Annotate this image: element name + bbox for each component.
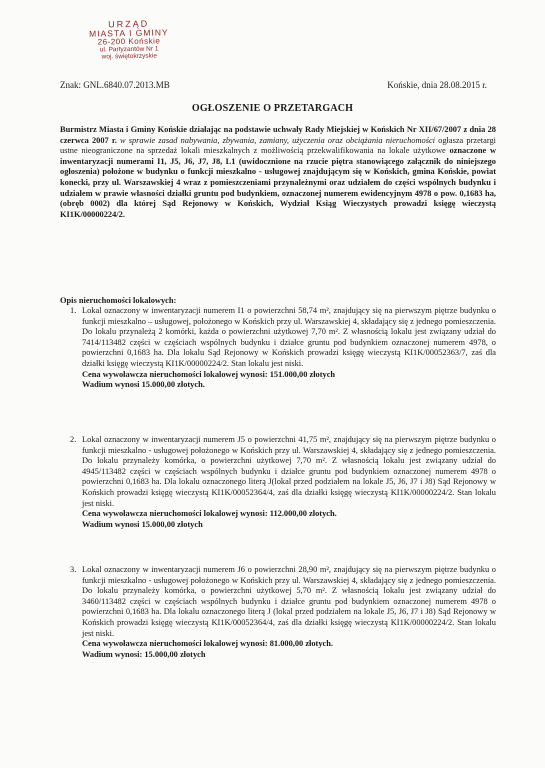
stamp-line: woj. świętokrzyskie xyxy=(101,52,157,61)
stamp-line: MIASTA I GMINY xyxy=(89,27,169,40)
intro-bold-1: Burmistrz Miasta i Gminy Końskie działając na podstawie uchwały Rady Miejskiej w Końskich Nr XII/67/2007 z dnia 28 czerwca 2007 r. xyxy=(60,125,496,145)
item-number: 2. xyxy=(70,435,77,444)
stamp-line: URZĄD xyxy=(108,18,150,30)
intro-paragraph xyxy=(60,125,496,220)
stamp-line: ul. Partyzantów Nr 1 xyxy=(99,45,159,54)
item-description: Lokal oznaczony w inwentaryzacji numerem I1 o powierzchni 58,74 m², znajdujący się na pierwszym piętrze budynku o funkcji mieszkalno – usługowej, położonego w Końskich przy ul. Warszawskiej 4, składający się z jednego pomieszczenia. Do lokalu przynależą 2 komórki, każda o powierzchni użytkowej 7,70 m². Z własnością lokalu jest związany udział do 7414/113482 części w częściach wspólnych budynku i działce gruntu pod budynkiem oznaczonej numerem 4978, o powierzchni 0,1683 ha. Dla lokalu Sąd Rejonowy w Końskich prowadzi księgę wieczystą KI1K/00052363/7, zaś dla działki księgę wieczystą KI1K/00000224/2. Stan lokalu jest niski. xyxy=(82,306,496,368)
intro-italic: w sprawie zasad nabywania, zbywania, zamiany, użyczenia oraz obciążania nieruchomości xyxy=(120,135,436,145)
item-description: Lokal oznaczony w inwentaryzacji numerem J6 o powierzchni 28,90 m², znajdujący się na pierwszym piętrze budynku o funkcji mieszkalno - usługowej położonego w Końskich przy ul. Warszawskiej 4, składający się z jednego pomieszczenia. Do lokalu przynależy komórka, o powierzchni użytkowej 5,70 m². Z własnością lokalu jest związany udział do 3460/113482 części w częściach wspólnych budynku i działce gruntu pod budynkiem oznaczonej numerem 4978 o powierzchni 0,1683 ha. Dla lokalu oznaczonego literą J (lokal przed podziałem na lokale J5, J6, J7 i J8) Sąd Rejonowy w Końskich prowadzi księgę wieczystą KI1K/00052364/4, zaś dla działki księgę wieczystą KI1K/00000224/2. Stan lokalu jest niski. xyxy=(82,565,496,638)
list-item xyxy=(60,306,496,391)
item-number: 1. xyxy=(70,306,77,315)
document-title: OGŁOSZENIE O PRZETARGACH xyxy=(191,103,354,114)
item-price: Cena wywoławcza nieruchomości lokalowej wynosi: 81.000,00 złotych. xyxy=(82,639,333,649)
intro-bold-2: oznaczone w inwentaryzacji numerami I1, J5, J6, J7, J8, L1 (uwidocznione na rzucie piętra stanowiącego załącznik do niniejszego ogłoszenia) położone w budynku o funkcji mieszkalno - usługowej znajdującym się w Końskich, gmina Końskie, powiat konecki, przy ul. Warszawskiej 4 wraz z pomieszczeniami przynależnymi oraz udziałem do części wspólnych budynku i udziałem w prawie własności działki gruntu pod budynkiem, oznaczonej numerem ewidencyjnym 4978 o pow. 0,1683 ha, (obręb 0002) dla której Sąd Rejonowy w Końskich, Wydział Ksiąg Wieczystych prowadzi księgę wieczystą KI1K/00000224/2. xyxy=(60,146,496,219)
office-stamp xyxy=(78,19,181,61)
list-heading: Opis nieruchomości lokalowych: xyxy=(60,296,177,305)
item-price: Cena wywoławcza nieruchomości lokalowej wynosi: 112.000,00 złotych. xyxy=(82,509,337,519)
stamp-line: 26-200 Końskie xyxy=(97,36,161,47)
item-deposit: Wadium wynosi 15.000,00 złotych xyxy=(82,519,203,529)
item-deposit: Wadium wynosi 15.000,00 złotych. xyxy=(82,380,205,390)
item-description: Lokal oznaczony w inwentaryzacji numerem J5 o powierzchni 41,75 m², znajdujący się na pierwszym piętrze budynku o funkcji mieszkalno - usługowej położonego w Końskich przy ul. Warszawskiej 4, składający się z jednego pomieszczenia. Do lokalu przynależy komórka, o powierzchni użytkowej 7,70 m². Z własnością lokalu jest związany udział do 4945/113482 części w częściach wspólnych budynku i działce gruntu pod budynkiem oznaczonej numerem 4978 o powierzchni 0,1683 ha. Dla lokalu oznaczonego literą J(lokal przed podziałem na lokale J5, J6, J7 i J8) Sąd Rejonowy w Końskich prowadzi księgę wieczystą KI1K/00052364/4, zaś dla działki księgę wieczystą KI1K/00000224/2. Stan lokalu jest niski. xyxy=(82,435,496,508)
item-number: 3. xyxy=(70,565,77,574)
document-date: Końskie, dnia 28.08.2015 r. xyxy=(387,80,487,90)
list-item xyxy=(60,565,496,660)
item-price: Cena wywoławcza nieruchomości lokalowej wynosi: 151.000,00 złotych xyxy=(82,369,336,379)
intro-text: ogłasza przetargi ustne nieograniczone na sprzedaż lokali mieszkalnych z możliwością przekwalifikowania na lokale użytkowe xyxy=(60,135,497,156)
reference-number: Znak: GNL.6840.07.2013.MB xyxy=(60,80,170,90)
item-deposit: Wadium wynosi: 15.000,00 złotych xyxy=(82,649,206,659)
list-item xyxy=(60,435,496,530)
